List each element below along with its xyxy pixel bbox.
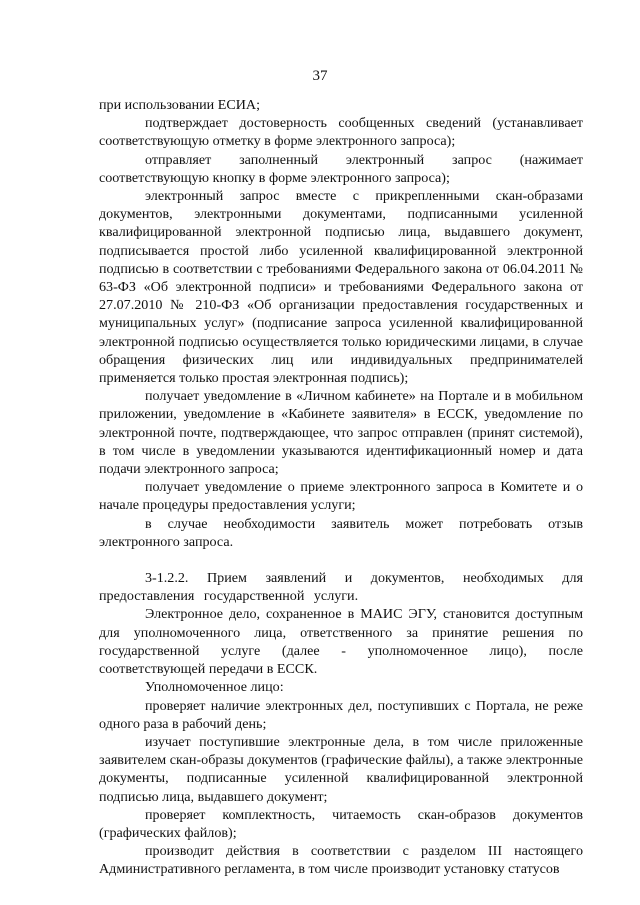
paragraph: при использовании ЕСИА;: [99, 97, 261, 113]
paragraph: производит действия в соответствии с разделом III настоящего Административного регламента, в том числе производит установку статусов: [99, 843, 583, 878]
paragraph: Электронное дело, сохраненное в МАИС ЭГУ, становится доступным для уполномоченного лица, ответственного за принятие решения по государственной услуге (далее - уполномоченное лицо), после соответствующей передачи в ЕССК.: [99, 606, 583, 678]
paragraph: получает уведомление о приеме электронного запроса в Комитете и о начале процедуры предоставления услуги;: [99, 479, 583, 514]
page-number: 37: [312, 68, 328, 84]
section-spacer: [99, 551, 583, 569]
section-heading: 3-1.2.2. Прием заявлений и документов, необходимых для предоставления государственной услуги.: [99, 570, 583, 605]
paragraph: отправляет заполненный электронный запрос (нажимает соответствующую кнопку в форме электронного запроса);: [99, 151, 583, 186]
paragraph: изучает поступившие электронные дела, в том числе приложенные заявителем скан-образы документов (графические файлы), а также электронные документы, подписанные усиленной квалифицированной электронной подписью лица, выдавшего документ;: [99, 733, 583, 805]
paragraph: проверяет наличие электронных дел, поступивших с Портала, не реже одного раза в рабочий день;: [99, 697, 583, 732]
paragraph: проверяет комплектность, читаемость скан-образов документов (графических файлов);: [99, 806, 583, 841]
paragraph: электронный запрос вместе с прикрепленными скан-образами документов, электронными документами, подписанными усиленной квалифицированной электронной подписью лица, выдавшего документ, подписывается простой либо усиленной квалифицированной электронной подписью в соответствии с требованиями Федерального закона от 06.04.2011 № 63-ФЗ «Об электронной подписи» и требованиями Федерального закона от 27.07.2010 № 210-ФЗ «Об организации предоставления государственных и муниципальных услуг» (подписание запроса усиленной квалифицированной электронной подписью осуществляется только юридическими лицами, в случае обращения физических лиц или индивидуальных предпринимателей применяется только простая электронная подпись);: [99, 188, 583, 387]
paragraph: в случае необходимости заявитель может потребовать отзыв электронного запроса.: [99, 515, 583, 550]
document-body: [99, 96, 583, 879]
paragraph: получает уведомление в «Личном кабинете» на Портале и в мобильном приложении, уведомление в «Кабинете заявителя» в ЕССК, уведомление по электронной почте, подтверждающее, что запрос отправлен (принят системой), в том числе в уведомлении указываются идентификационный номер и дата подачи электронного запроса;: [99, 388, 583, 478]
paragraph: Уполномоченное лицо:: [145, 679, 284, 696]
paragraph: подтверждает достоверность сообщенных сведений (устанавливает соответствующую отметку в форме электронного запроса);: [99, 115, 583, 150]
